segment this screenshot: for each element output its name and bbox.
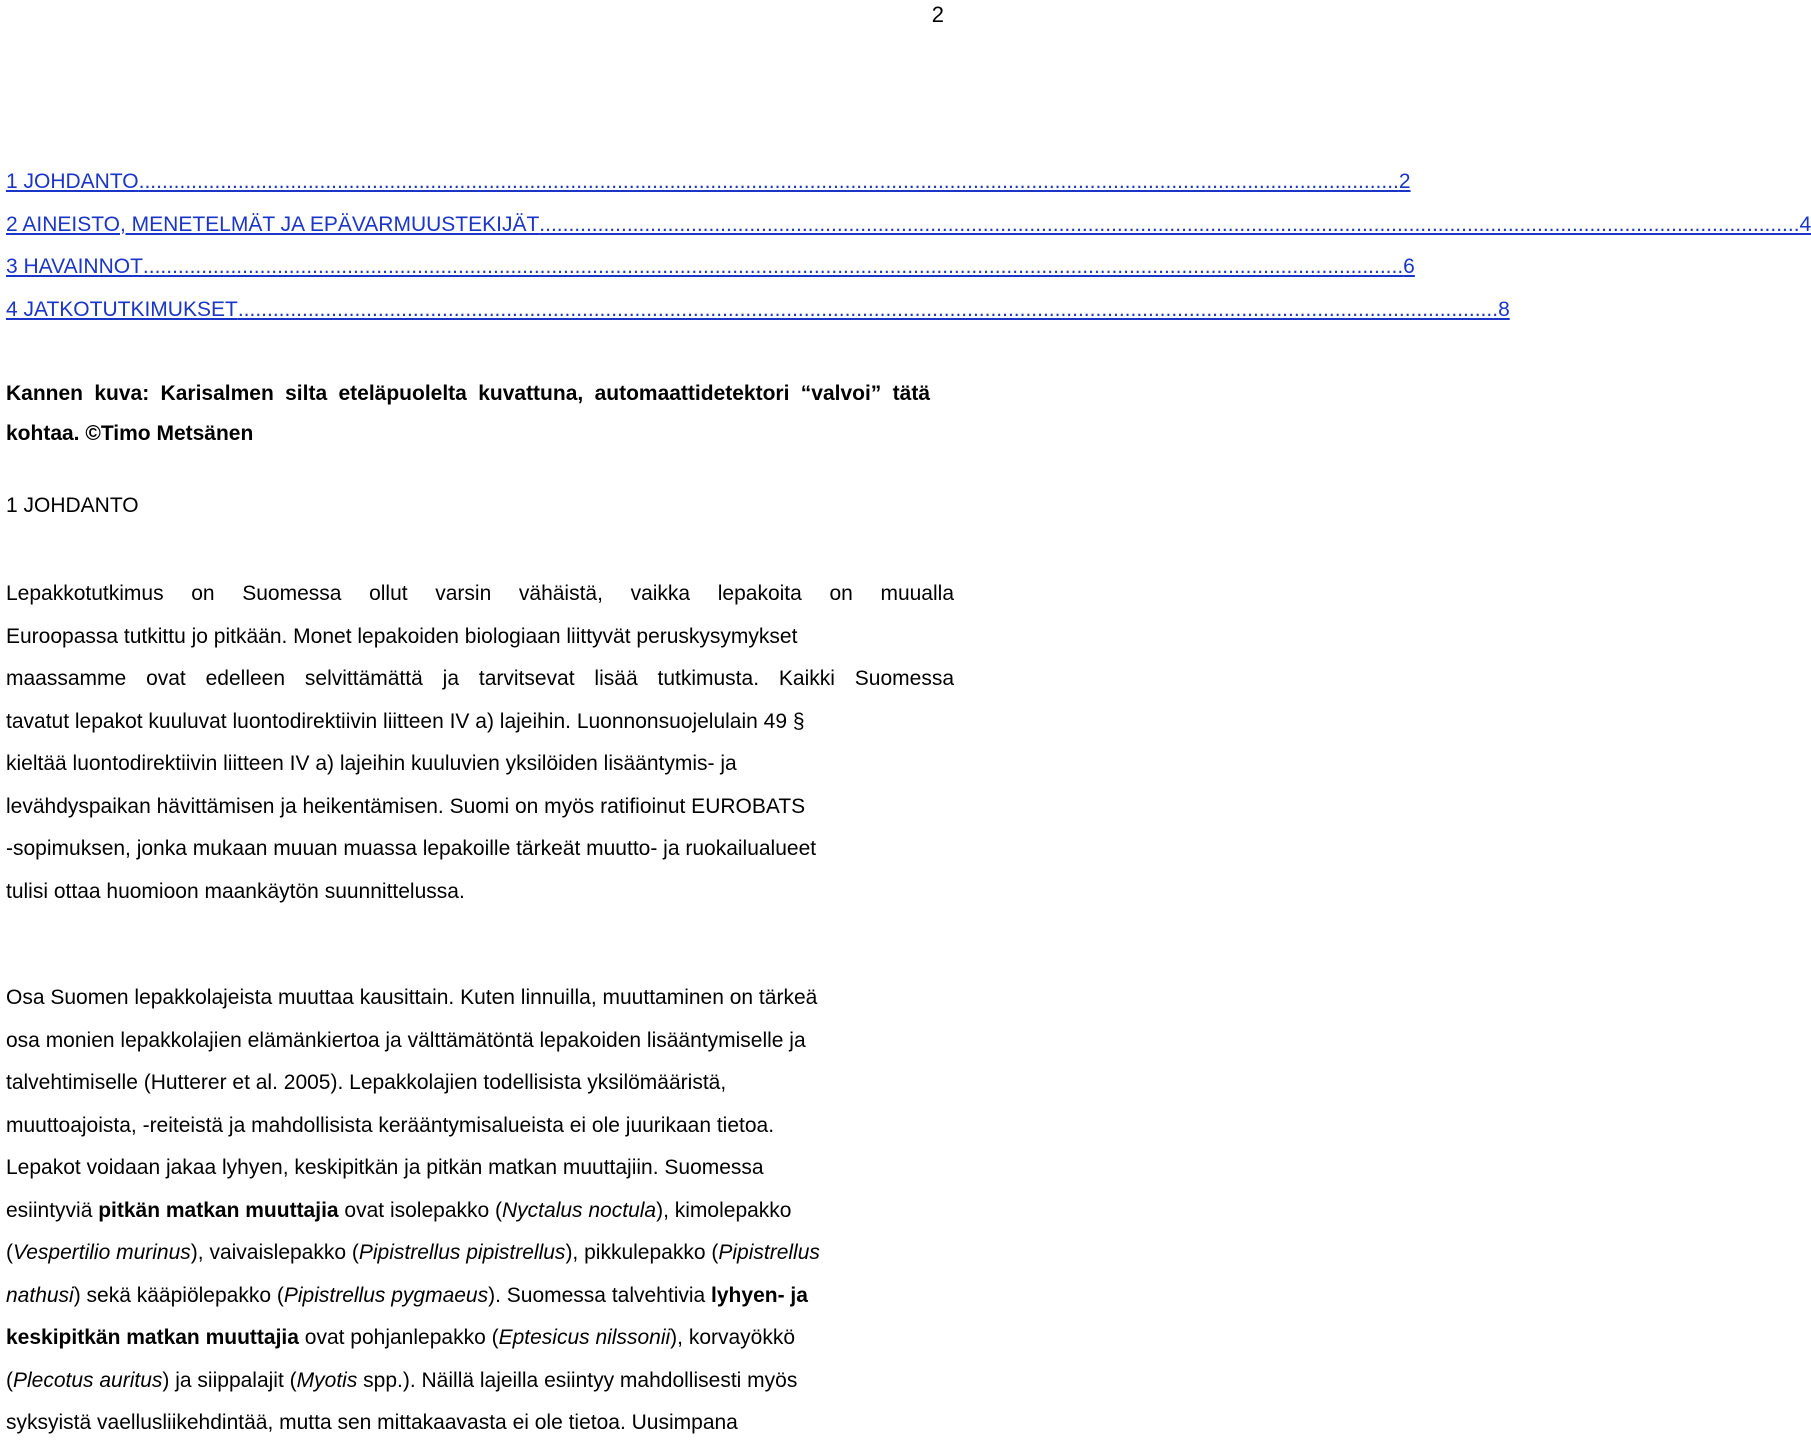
cover-caption-line: Kannen kuva: Karisalmen silta eteläpuolelta kuvattuna, automaattidetektori “valvoi” tätä xyxy=(6,382,930,405)
species-name: Vespertilio murinus xyxy=(13,1241,191,1264)
paragraph-migration xyxy=(6,977,954,1445)
text-run: ( xyxy=(6,1241,13,1264)
toc-link-jatkotutkimukset[interactable] xyxy=(6,297,1510,341)
paragraph-line xyxy=(6,1275,954,1318)
species-name: Myotis xyxy=(296,1368,358,1392)
toc-leader: ........................................................................................................................................................................................................................ xyxy=(138,170,1399,193)
paragraph-line xyxy=(6,1232,954,1275)
paragraph-line xyxy=(6,1360,954,1403)
text-run: ) ja siippalajit ( xyxy=(162,1368,297,1392)
text-run: ), korvayökkö xyxy=(670,1326,796,1349)
text-run: ), vaivaislepakko ( xyxy=(190,1241,359,1264)
paragraph-line: Lepakkotutkimus on Suomessa ollut varsin vähäistä, vaikka lepakoita on muualla xyxy=(6,582,954,605)
paragraph-line xyxy=(6,1190,954,1233)
paragraph-line: levähdyspaikan hävittämisen ja heikentämisen. Suomi on myös ratifioinut EUROBATS xyxy=(6,794,806,818)
text-run: spp.). Näillä lajeilla esiintyy mahdollisesti myös xyxy=(357,1368,798,1392)
text-run: ( xyxy=(6,1368,13,1392)
bold-term: lyhyen- ja xyxy=(711,1283,808,1307)
toc-page-number: 2 xyxy=(1398,170,1411,193)
paragraph-line: syksyistä vaellusliikehdintää, mutta sen mittakaavasta ei ole tietoa. Uusimpana xyxy=(6,1411,738,1434)
species-name: Eptesicus nilssonii xyxy=(498,1326,671,1349)
paragraph-intro xyxy=(6,573,954,913)
toc-leader: ........................................................................................................................................................................................................................ xyxy=(142,255,1404,278)
text-run: ovat pohjanlepakko ( xyxy=(298,1326,499,1349)
toc-title: 1 JOHDANTO xyxy=(6,170,139,193)
paragraph-line: tulisi ottaa huomioon maankäytön suunnittelussa. xyxy=(6,879,465,903)
text-run: ) sekä kääpiölepakko ( xyxy=(73,1283,284,1307)
cover-caption xyxy=(6,374,930,454)
species-name: Pipistrellus xyxy=(718,1241,820,1264)
paragraph-line: Osa Suomen lepakkolajeista muuttaa kausittain. Kuten linnuilla, muuttaminen on tärkeä xyxy=(6,986,818,1009)
paragraph-line: muuttoajoista, -reiteistä ja mahdollisista kerääntymisalueista ei ole juurikaan tietoa. xyxy=(6,1113,775,1137)
toc-page-number: 6 xyxy=(1403,255,1415,278)
bold-term: keskipitkän matkan muuttajia xyxy=(6,1326,299,1349)
species-name: Pipistrellus pygmaeus xyxy=(283,1283,489,1307)
species-name: Plecotus auritus xyxy=(13,1368,163,1392)
toc-page-number: 4 xyxy=(1799,212,1811,236)
text-run: ), kimolepakko xyxy=(656,1198,792,1222)
bold-term: pitkän matkan muuttajia xyxy=(98,1198,339,1222)
section-heading: 1 JOHDANTO xyxy=(6,494,139,517)
species-name: Nyctalus noctula xyxy=(502,1198,657,1222)
paragraph-line: maassamme ovat edelleen selvittämättä ja tarvitsevat lisää tutkimusta. Kaikki Suomessa xyxy=(6,667,954,690)
toc-link-johdanto[interactable] xyxy=(6,170,1411,213)
toc-title: 3 HAVAINNOT xyxy=(6,255,143,278)
toc-link-aineisto[interactable] xyxy=(6,212,1811,256)
text-run: ), pikkulepakko ( xyxy=(565,1241,719,1264)
toc-page-number: 8 xyxy=(1498,297,1510,321)
text-run: ). Suomessa talvehtivia xyxy=(488,1283,712,1307)
paragraph-line: Lepakot voidaan jakaa lyhyen, keskipitkän ja pitkän matkan muuttajiin. Suomessa xyxy=(6,1156,764,1179)
paragraph-line: tavatut lepakot kuuluvat luontodirektiivin liitteen IV a) lajeihin. Luonnonsuojelulain 49 § xyxy=(6,709,805,733)
text-run: ovat isolepakko ( xyxy=(338,1198,503,1222)
paragraph-line: -sopimuksen, jonka mukaan muuan muassa lepakoille tärkeät muutto- ja ruokailualueet xyxy=(6,837,817,860)
paragraph-line: Euroopassa tutkittu jo pitkään. Monet lepakoiden biologiaan liittyvät peruskysymykset xyxy=(6,624,798,648)
paragraph-line xyxy=(6,1317,954,1360)
paragraph-line: kieltää luontodirektiivin liitteen IV a) lajeihin kuuluvien yksilöiden lisääntymis- ja xyxy=(6,752,737,775)
species-name: Pipistrellus pipistrellus xyxy=(358,1241,566,1264)
species-name: nathusi xyxy=(6,1283,74,1307)
cover-caption-line: kohtaa. ©Timo Metsänen xyxy=(6,422,254,445)
text-run: esiintyviä xyxy=(6,1198,99,1222)
toc-link-havainnot[interactable] xyxy=(6,255,1415,298)
toc-leader: ........................................................................................................................................................................................................................ xyxy=(237,297,1499,321)
toc-leader: ........................................................................................................................................................................................................................ xyxy=(539,212,1800,236)
table-of-contents xyxy=(6,170,1811,340)
page-number: 2 xyxy=(931,2,944,27)
toc-title: 4 JATKOTUTKIMUKSET xyxy=(6,297,238,321)
paragraph-line: talvehtimiselle (Hutterer et al. 2005). Lepakkolajien todellisista yksilömääristä, xyxy=(6,1071,727,1094)
paragraph-line: osa monien lepakkolajien elämänkiertoa ja välttämätöntä lepakoiden lisääntymiselle ja xyxy=(6,1028,806,1052)
toc-title: 2 AINEISTO, MENETELMÄT JA EPÄVARMUUSTEKIJÄT xyxy=(6,212,540,236)
